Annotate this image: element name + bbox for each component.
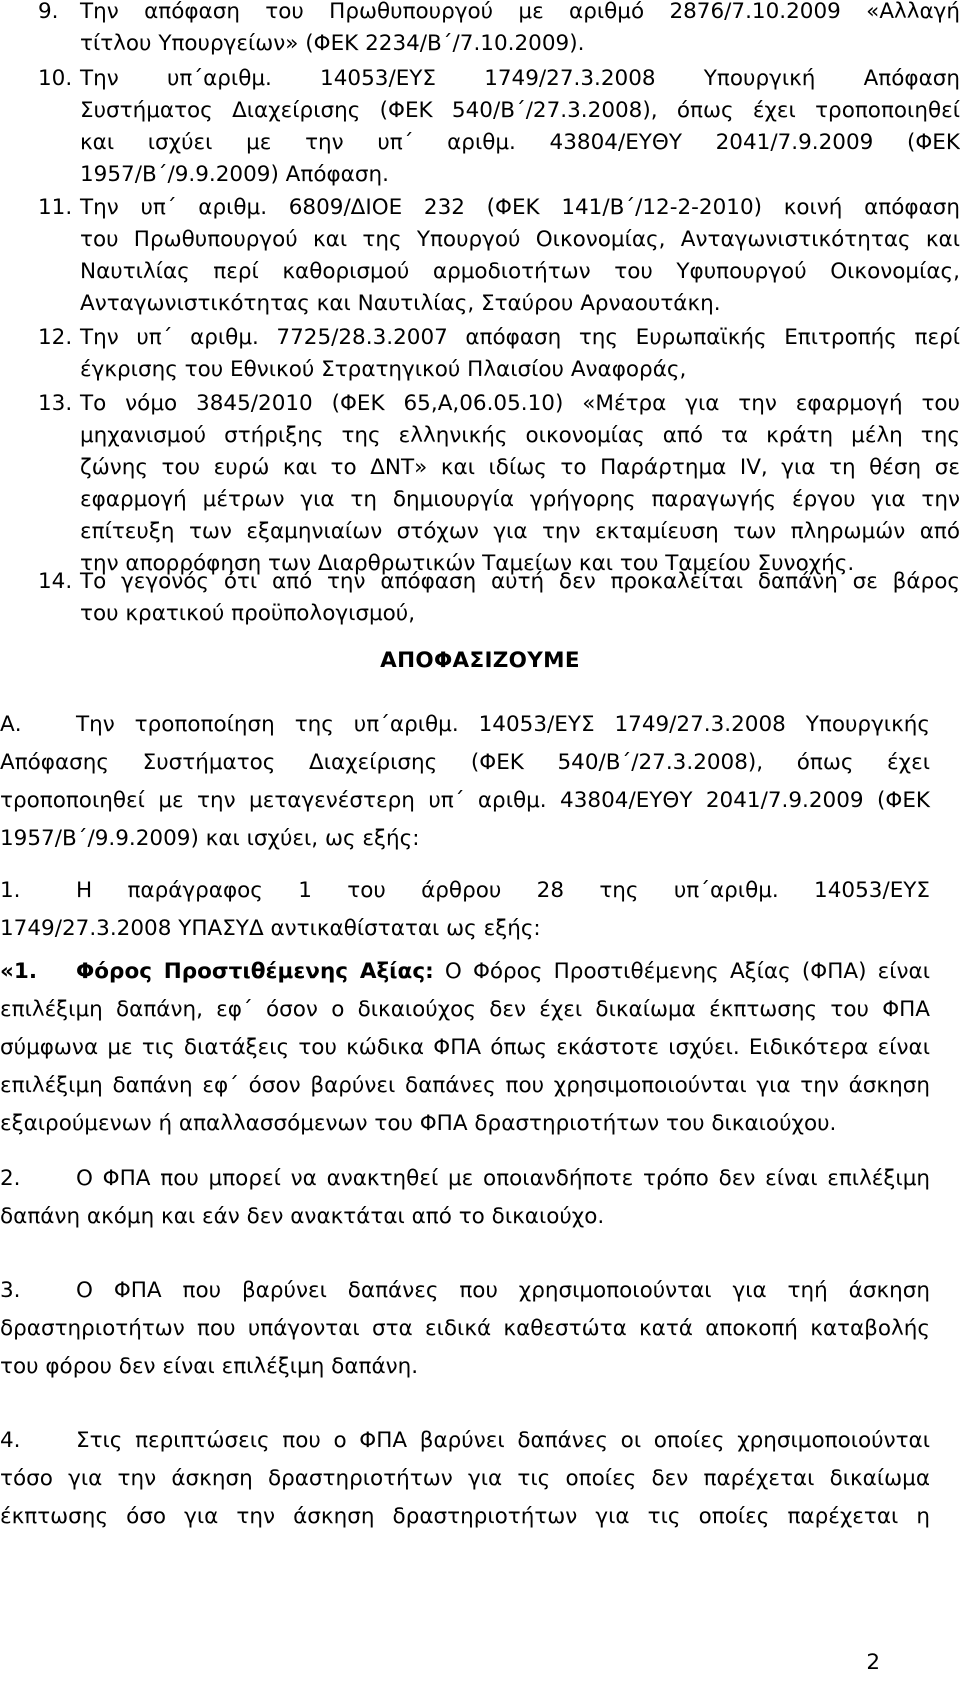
list-item-line: του Πρωθυπουργού και της Υπουργού Οικονομίας, Ανταγωνιστικότητας και (80, 227, 960, 252)
list-item-line: Ανταγωνιστικότητας και Ναυτιλίας, Σταύρου Αρναουτάκη. (80, 291, 721, 316)
list-item (38, 388, 960, 580)
subparagraph-line: Ο ΦΠΑ που βαρύνει δαπάνες που χρησιμοποιούνται για τηή άσκηση (76, 1278, 930, 1303)
section-a-line: 1957/Β΄/9.9.2009) και ισχύει, ως εξής: (0, 826, 420, 851)
list-item-line: του κρατικού προϋπολογισμού, (80, 601, 416, 626)
subparagraph-2 (0, 1160, 930, 1236)
subparagraph-line: τόσο για την άσκηση δραστηριοτήτων για τις οποίες δεν παρέχεται δικαίωμα (0, 1466, 930, 1491)
list-item-line: Το γεγονός ότι από την απόφαση αυτή δεν προκαλείται δαπάνη σε βάρος (80, 569, 960, 594)
list-item-line: επίτευξη των εξαμηνιαίων στόχων για την εκταμίευση των πληρωμών από (80, 519, 960, 544)
subparagraph-label: 4. (0, 1428, 21, 1453)
list-item-line: ζώνης του ευρώ και το ΔΝΤ» και ιδίως το Παράρτημα IV, για τη θέση σε (80, 455, 960, 480)
list-item-line: και ισχύει με την υπ΄ αριθμ. 43804/ΕΥΘΥ 2041/7.9.2009 (ΦΕΚ (80, 130, 960, 155)
list-item-number: 13. (38, 391, 73, 416)
list-item-line: Ναυτιλίας περί καθορισμού αρμοδιοτήτων του Υφυπουργού Οικονομίας, (80, 259, 960, 284)
decision-heading: ΑΠΟΦΑΣΙΖΟΥΜΕ (380, 648, 580, 673)
list-item-line: εφαρμογή μέτρων για τη δημιουργία γρήγορης παραγωγής έργου για την (80, 487, 960, 512)
page-number: 2 (866, 1650, 880, 1675)
subparagraph-4 (0, 1422, 930, 1536)
list-item-number: 11. (38, 195, 73, 220)
quote-bold-title: Φόρος Προστιθέμενης Αξίας: (76, 959, 434, 984)
list-item (38, 566, 960, 630)
subparagraph-label: 2. (0, 1166, 21, 1191)
list-item-number: 10. (38, 66, 73, 91)
list-item-line: Συστήματος Διαχείρισης (ΦΕΚ 540/Β΄/27.3.2008), όπως έχει τροποποιηθεί (80, 98, 960, 123)
list-item-line: Την υπ΄ αριθμ. 6809/ΔΙΟΕ 232 (ΦΕΚ 141/Β΄/12-2-2010) κοινή απόφαση (80, 195, 960, 220)
section-a-line: Απόφασης Συστήματος Διαχείρισης (ΦΕΚ 540/Β΄/27.3.2008), όπως έχει (0, 750, 930, 775)
list-item-line: Την υπ΄ αριθμ. 7725/28.3.2007 απόφαση της Ευρωπαϊκής Επιτροπής περί (80, 325, 960, 350)
list-item-line: μηχανισμού στήριξης της ελληνικής οικονομίας από τα κράτη μέλη της (80, 423, 960, 448)
subparagraph-3 (0, 1272, 930, 1386)
quote-line: Ο Φόρος Προστιθέμενης Αξίας (ΦΠΑ) είναι (433, 959, 930, 984)
paragraph-1 (0, 872, 930, 948)
list-item-line: Την υπ΄αριθμ. 14053/ΕΥΣ 1749/27.3.2008 Υπουργική Απόφαση (80, 66, 960, 91)
paragraph-line: Η παράγραφος 1 του άρθρου 28 της υπ΄αριθμ. 14053/ΕΥΣ (76, 878, 930, 903)
section-a (0, 706, 930, 858)
quoted-paragraph-1 (0, 953, 930, 1143)
list-item-line: Το νόμο 3845/2010 (ΦΕΚ 65,Α,06.05.10) «Μέτρα για την εφαρμογή του (80, 391, 960, 416)
quote-line: σύμφωνα με τις διατάξεις του κώδικα ΦΠΑ όπως εκάστοτε ισχύει. Ειδικότερα είναι (0, 1035, 930, 1060)
subparagraph-line: του φόρου δεν είναι επιλέξιμη δαπάνη. (0, 1354, 419, 1379)
subparagraph-label: 3. (0, 1278, 21, 1303)
subparagraph-line: Ο ΦΠΑ που μπορεί να ανακτηθεί με οποιανδήποτε τρόπο δεν είναι επιλέξιμη (76, 1166, 930, 1191)
section-a-line: τροποποιηθεί με την μεταγενέστερη υπ΄ αριθμ. 43804/ΕΥΘΥ 2041/7.9.2009 (ΦΕΚ (0, 788, 930, 813)
subparagraph-line: Στις περιπτώσεις που ο ΦΠΑ βαρύνει δαπάνες οι οποίες χρησιμοποιούνται (76, 1428, 930, 1453)
list-item (38, 63, 960, 191)
section-a-label: Α. (0, 712, 22, 737)
quote-label: «1. (0, 959, 38, 984)
list-item-line: έγκρισης του Εθνικού Στρατηγικού Πλαισίου Αναφοράς, (80, 357, 687, 382)
subparagraph-line: δαπάνη ακόμη και εάν δεν ανακτάται από το δικαιούχο. (0, 1204, 605, 1229)
list-item-line: τίτλου Υπουργείων» (ΦΕΚ 2234/Β΄/7.10.2009). (80, 31, 585, 56)
list-item-number: 14. (38, 569, 73, 594)
list-item (38, 0, 960, 60)
list-item-number: 9. (38, 0, 59, 24)
list-item-line: 1957/Β΄/9.9.2009) Απόφαση. (80, 162, 389, 187)
section-a-line: Την τροποποίηση της υπ΄αριθμ. 14053/ΕΥΣ 1749/27.3.2008 Υπουργικής (76, 712, 930, 737)
subparagraph-line: δραστηριοτήτων που υπάγονται στα ειδικά καθεστώτα κατά αποκοπή καταβολής (0, 1316, 930, 1341)
paragraph-label: 1. (0, 878, 21, 903)
quote-line: εξαιρούμενων ή απαλλασσόμενων του ΦΠΑ δραστηριοτήτων του δικαιούχου. (0, 1111, 837, 1136)
subparagraph-line: έκπτωσης όσο για την άσκηση δραστηριοτήτων για τις οποίες παρέχεται η (0, 1504, 930, 1529)
quote-line: επιλέξιμη δαπάνη εφ΄ όσον βαρύνει δαπάνες που χρησιμοποιούνται για την άσκηση (0, 1073, 930, 1098)
list-item-line: την απορρόφηση των Διαρθρωτικών Ταμείων και του Ταμείου Συνοχής. (80, 551, 855, 576)
list-item-line: Την απόφαση του Πρωθυπουργού με αριθμό 2876/7.10.2009 «Αλλαγή (80, 0, 960, 24)
quote-line: επιλέξιμη δαπάνη, εφ΄ όσον ο δικαιούχος δεν έχει δικαίωμα έκπτωσης του ΦΠΑ (0, 997, 930, 1022)
paragraph-line: 1749/27.3.2008 ΥΠΑΣΥΔ αντικαθίσταται ως εξής: (0, 916, 541, 941)
list-item (38, 192, 960, 320)
list-item-number: 12. (38, 325, 73, 350)
list-item (38, 322, 960, 386)
